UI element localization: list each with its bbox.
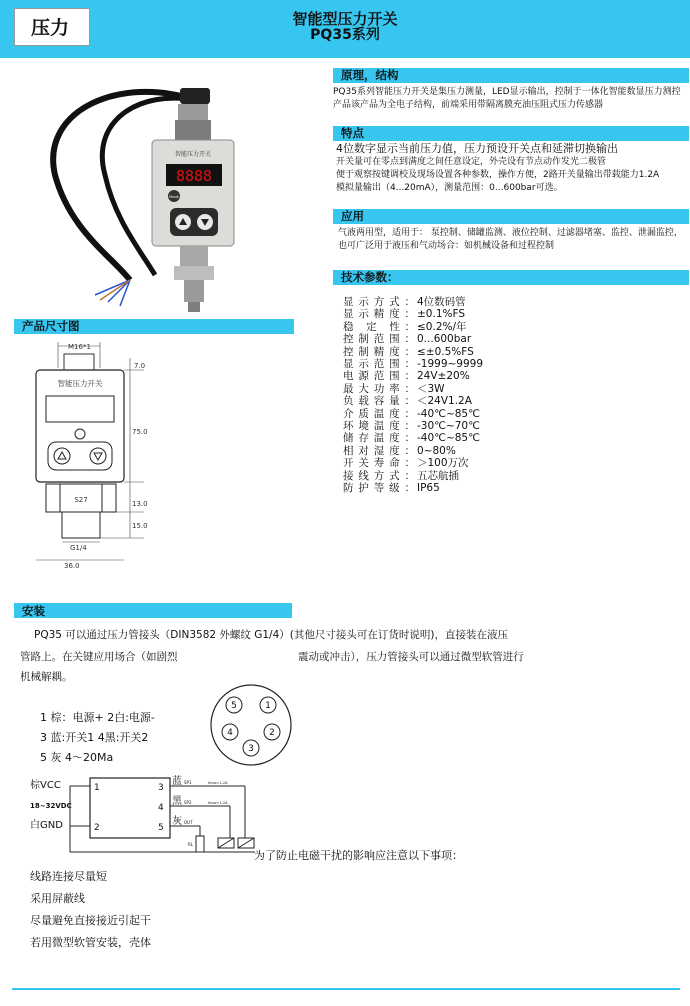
param-row: 开关寿命： ＞100万次 bbox=[343, 457, 469, 470]
svg-text:Imax=1.2A: Imax=1.2A bbox=[208, 781, 228, 785]
dim-thread-height: 15.0 bbox=[132, 522, 148, 530]
tech-params-table bbox=[343, 296, 483, 495]
param-row: 稳 定 性： ≤0.2%/年 bbox=[343, 320, 467, 333]
param-row: 相对湿度： 0~80% bbox=[343, 444, 456, 457]
footer-divider bbox=[12, 988, 680, 990]
wire-line: 5 灰 4～20Ma bbox=[40, 751, 114, 764]
feature-line: 便于观察按键调校及现场设置各种参数，操作方便，2路开关量输出带载能力1.2A bbox=[336, 170, 660, 180]
features-list bbox=[336, 142, 688, 195]
notes-list bbox=[30, 866, 151, 954]
svg-text:5: 5 bbox=[158, 823, 164, 833]
note-item: 若用微型软管安装，壳体 bbox=[30, 936, 151, 949]
page-subtitle: PQ35系列 bbox=[310, 27, 380, 43]
dim-nut: 13.0 bbox=[132, 500, 148, 508]
param-row: 环境温度： -30℃~70℃ bbox=[343, 420, 480, 433]
tech-heading: 技术参数： bbox=[333, 270, 689, 285]
param-row: 储存温度： -40℃~85℃ bbox=[343, 432, 480, 445]
dim-thread: G1/4 bbox=[70, 544, 87, 552]
param-row: 控制范围： 0...600bar bbox=[343, 333, 472, 346]
photo-led-display: 8888 bbox=[175, 167, 213, 185]
param-row: 最大功率： ＜3W bbox=[343, 382, 445, 395]
svg-text:灰: 灰 bbox=[172, 816, 182, 827]
svg-text:RL: RL bbox=[188, 842, 194, 847]
svg-text:OUT: OUT bbox=[184, 820, 193, 825]
product-photo bbox=[30, 80, 260, 320]
param-row: 接线方式： 五芯航插 bbox=[343, 469, 459, 482]
page-title: 智能型压力开关 bbox=[292, 10, 398, 28]
application-text: 气液两用型，适用于： 泵控制、储罐监测、液位控制、过滤器堵塞、监控、泄漏监控，也可广泛用于液压和气动场合：如机械设备和过程控制 bbox=[338, 228, 683, 251]
note-item: 采用屏蔽线 bbox=[30, 892, 85, 905]
dim-width: 36.0 bbox=[64, 562, 80, 570]
param-row: 防护等级： IP65 bbox=[343, 482, 440, 495]
svg-text:Mode: Mode bbox=[169, 195, 179, 199]
param-row: 负载容量： ＜24V1.2A bbox=[343, 395, 472, 408]
application-heading: 应用 bbox=[333, 209, 689, 224]
dim-device-label: 智能压力开关 bbox=[57, 379, 103, 388]
circuit-diagram bbox=[30, 772, 270, 862]
pin-label: 3 bbox=[248, 744, 254, 754]
category-label: 压力 bbox=[14, 8, 90, 46]
dim-gap: 7.0 bbox=[134, 362, 146, 370]
pin-diagram bbox=[206, 680, 296, 770]
dimensions-heading: 产品尺寸图 bbox=[14, 319, 294, 334]
param-row: 显示范围： -1999~9999 bbox=[343, 358, 484, 371]
install-para-2a: 管路上。在关键应用场合（如剧烈 bbox=[20, 651, 178, 663]
note-item: 线路连接尽量短 bbox=[30, 870, 107, 883]
circuit-volt: 18~32VDC bbox=[30, 802, 72, 810]
circuit-caption: 为了防止电磁干扰的影响应注意以下事项： bbox=[254, 849, 463, 862]
feature-line: 模拟量输出（4...20mA），测量范围：0...600bar可选。 bbox=[336, 183, 563, 193]
circuit-vcc: 棕VCC bbox=[30, 780, 61, 791]
param-row: 显示精度： ±0.1%FS bbox=[343, 308, 465, 321]
wire-line: 3 蓝:开关1 4黑:开关2 bbox=[40, 731, 149, 744]
install-para-3: 机械解耦。 bbox=[20, 671, 73, 683]
dim-body: 75.0 bbox=[132, 428, 148, 436]
wiring-legend bbox=[40, 708, 155, 768]
circuit-gnd: 白GND bbox=[30, 820, 63, 831]
install-heading: 安装 bbox=[14, 603, 292, 618]
feature-line: 4位数字显示当前压力值，压力预设开关点和延滞切换输出 bbox=[336, 142, 618, 155]
svg-text:蓝: 蓝 bbox=[172, 776, 182, 787]
note-item: 尽量避免直接接近引起干 bbox=[30, 914, 151, 927]
svg-text:Imax=1.2A: Imax=1.2A bbox=[208, 801, 228, 805]
principle-text: PQ35系列智能压力开关是集压力测量，LED显示输出，控制于一体化智能数显压力测控产品该产品为全电子结构，前端采用带隔离膜充油压阻式压力传感器 bbox=[333, 87, 681, 110]
feature-line: 开关量可在零点到满度之间任意设定，外壳设有节点动作发光二极管 bbox=[336, 157, 607, 167]
param-row: 显示方式： 4位数码管 bbox=[343, 296, 466, 308]
svg-text:SP1: SP1 bbox=[184, 780, 192, 785]
pin-label: 5 bbox=[231, 701, 237, 711]
principle-heading: 原理，结构 bbox=[333, 68, 689, 83]
connector-plug bbox=[180, 88, 210, 104]
svg-text:黑: 黑 bbox=[172, 796, 182, 807]
param-row: 介质温度： -40℃~85℃ bbox=[343, 407, 480, 420]
dimension-drawing bbox=[20, 338, 170, 578]
dim-hex: S27 bbox=[74, 496, 88, 504]
pin-label: 4 bbox=[227, 728, 233, 738]
param-row: 电源范围： 24V±20% bbox=[343, 370, 470, 383]
svg-text:SP2: SP2 bbox=[184, 800, 192, 805]
install-para-2b: 震动或冲击），压力管接头可以通过微型软管进行 bbox=[298, 651, 524, 663]
resistor-icon bbox=[196, 836, 204, 852]
install-para-1: PQ35 可以通过压力管接头（DIN3582 外螺纹 G1/4）(其他尺寸接头可在订货时说明)，直接装在液压 bbox=[34, 629, 508, 641]
svg-text:3: 3 bbox=[158, 783, 164, 793]
svg-text:2: 2 bbox=[94, 823, 100, 833]
features-heading: 特点 bbox=[333, 126, 689, 141]
param-row: 控制精度： ≤±0.5%FS bbox=[343, 345, 474, 358]
wire-line: 1 棕：电源+ 2白:电源- bbox=[40, 711, 155, 724]
svg-text:1: 1 bbox=[94, 783, 100, 793]
pin-label: 2 bbox=[269, 728, 275, 738]
photo-panel-label: 智能压力开关 bbox=[174, 151, 212, 158]
pin-label: 1 bbox=[265, 701, 271, 711]
dim-top: M16*1 bbox=[68, 343, 91, 351]
svg-text:4: 4 bbox=[158, 803, 164, 813]
